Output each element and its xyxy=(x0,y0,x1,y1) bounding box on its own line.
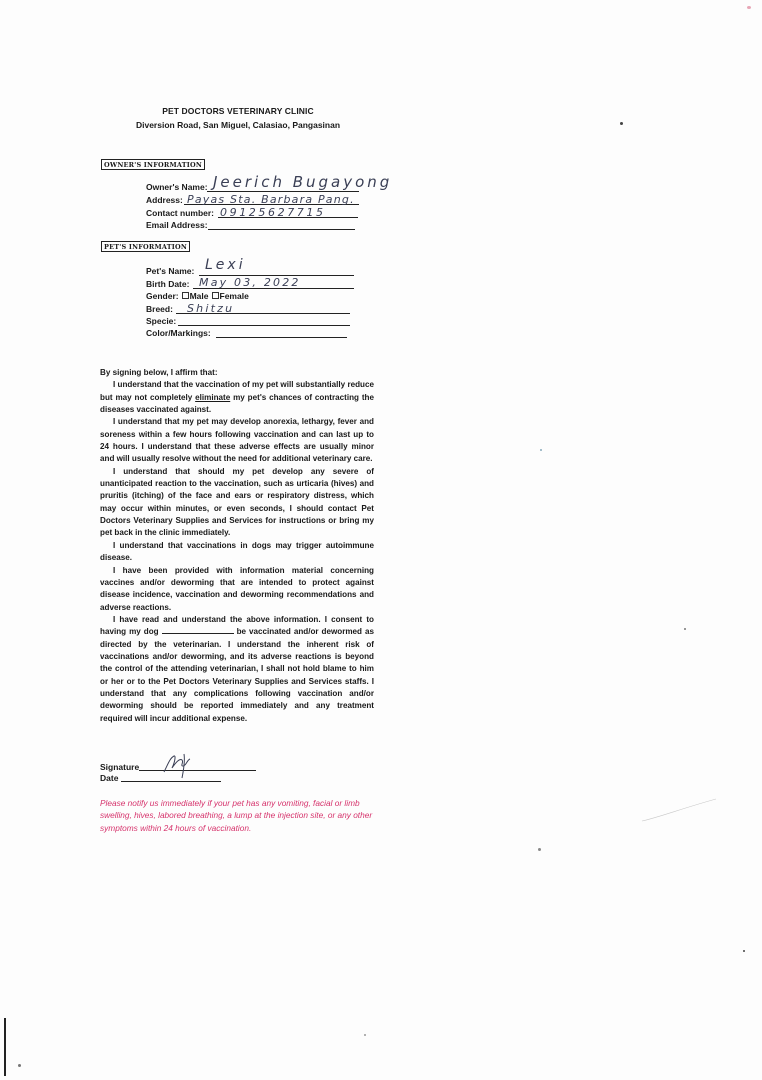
scan-speck xyxy=(620,122,623,125)
scan-speck xyxy=(364,1034,366,1036)
consent-text xyxy=(100,367,374,725)
date-label: Date xyxy=(100,773,119,783)
specie-label: Specie: xyxy=(146,316,177,326)
color-markings-label: Color/Markings: xyxy=(146,328,211,338)
scan-edge-mark xyxy=(4,1018,6,1076)
birth-date-label: Birth Date: xyxy=(146,279,190,289)
consent-p6-before: I have read and understand the above information. I consent to having my dog xyxy=(100,614,374,637)
clinic-name: PET DOCTORS VETERINARY CLINIC xyxy=(162,106,314,116)
consent-paragraph-1 xyxy=(100,379,374,416)
gender-male-checkbox[interactable] xyxy=(182,292,189,299)
gender-female-label: Female xyxy=(219,291,249,301)
breed-value: Shitzu xyxy=(187,302,235,315)
birth-date-value: May 03, 2022 xyxy=(199,276,301,289)
scan-speck xyxy=(538,848,541,851)
dog-name-blank[interactable] xyxy=(162,626,234,634)
scan-speck xyxy=(743,950,745,952)
scan-speck xyxy=(18,1064,21,1067)
signature-mark xyxy=(160,750,200,780)
breed-label: Breed: xyxy=(146,304,173,314)
owner-contact-value: 09125627715 xyxy=(220,206,326,219)
gender-female-checkbox[interactable] xyxy=(212,292,219,299)
gender-label: Gender: xyxy=(146,291,179,301)
scan-speck xyxy=(684,628,686,630)
owner-section-title: OWNER'S INFORMATION xyxy=(101,159,205,170)
scan-scratch xyxy=(640,795,720,825)
scan-speck xyxy=(540,449,542,451)
color-markings-line[interactable] xyxy=(216,337,347,338)
scan-speck xyxy=(747,6,751,9)
clinic-address: Diversion Road, San Miguel, Calasiao, Pangasinan xyxy=(135,120,341,130)
consent-paragraph-6 xyxy=(100,614,374,725)
owner-name-line[interactable] xyxy=(207,191,359,192)
specie-line[interactable] xyxy=(178,325,350,326)
signature-label: Signature xyxy=(100,762,140,772)
date-line[interactable] xyxy=(121,781,221,782)
owner-address-value: Payas Sta. Barbara Pang. xyxy=(187,193,355,206)
owner-email-label: Email Address: xyxy=(146,220,208,230)
consent-paragraph-2: I understand that my pet may develop anorexia, lethargy, fever and soreness within a few hours following vaccination and can last up to 24 hours. I understand that these adverse effects are usually minor and will usually resolve without the need for additional veterinary care. xyxy=(100,417,374,464)
consent-p6-after: be vaccinated and/or dewormed as directed by the veterinarian. I understand the inherent risk of vaccinations and/or deworming, and its adverse reactions is beyond the control of the attending veterinarian, I shall not hold blame to him or her or to the Pet Doctors Veterinary Supplies and Services staffs. I understand that any complications following vaccination and/or deworming should be reported immediately and any treatment required will incur additional expense. xyxy=(100,627,374,723)
consent-paragraph-4: I understand that vaccinations in dogs may trigger autoimmune disease. xyxy=(100,540,374,563)
owner-address-label: Address: xyxy=(146,195,183,205)
consent-paragraph-5: I have been provided with information material concerning vaccines and/or deworming that are intended to protect against disease incidence, vaccination and deworming recommendations and adverse reactions. xyxy=(100,565,374,612)
pet-name-value: Lexi xyxy=(205,257,246,273)
pet-section-title: PET'S INFORMATION xyxy=(101,241,190,252)
owner-name-label: Owner's Name: xyxy=(146,182,208,192)
pet-name-label: Pet's Name: xyxy=(146,266,195,276)
gender-field xyxy=(146,291,249,302)
gender-male-label: Male xyxy=(189,291,209,301)
owner-email-line[interactable] xyxy=(208,229,355,230)
owner-name-value: Jeerich Bugayong xyxy=(213,173,393,191)
consent-paragraph-3: I understand that should my pet develop any severe of unanticipated reaction to the vaccination, such as urticaria (hives) and pruritis (itching) of the face and ears or respiratory distress, which may occur within minutes, or even seconds, I should contact Pet Doctors Veterinary Supplies and Services for instructions or bring my pet back in the clinic immediately. xyxy=(100,466,374,538)
owner-contact-label: Contact number: xyxy=(146,208,214,218)
consent-p1-after: my pet's chances of contracting the diseases vaccinated against. xyxy=(100,392,374,415)
consent-p1-underlined: eliminate xyxy=(195,392,231,402)
consent-p1-before: I understand that the vaccination of my pet will substantially reduce but may not completely xyxy=(100,380,374,402)
consent-intro: By signing below, I affirm that: xyxy=(100,368,218,377)
vaccination-notice: Please notify us immediately if your pet has any vomiting, facial or limb swelling, hives, labored breathing, a lump at the injection site, or any other symptoms within 24 hours of vaccination. xyxy=(100,798,373,833)
